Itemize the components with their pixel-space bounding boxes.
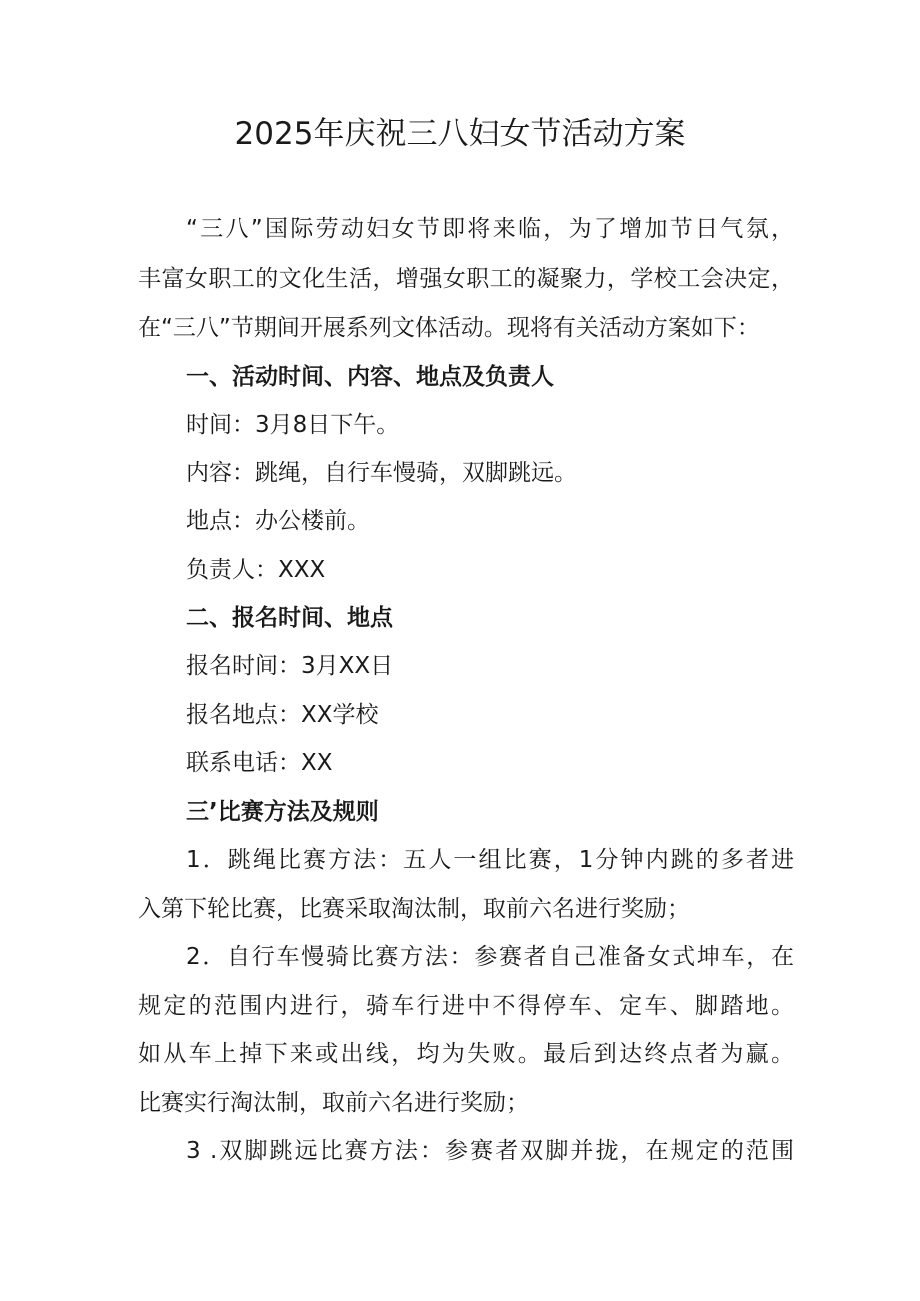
rule1-line-1: 1．跳绳比赛方法：五人一组比赛，1分钟内跳的多者进 xyxy=(186,847,794,873)
section1-place: 地点：办公楼前。 xyxy=(186,508,370,534)
intro-line-2: 丰富女职工的文化生活，增强女职工的凝聚力，学校工会决定， xyxy=(138,266,794,292)
section2-heading: 二、报名时间、地点 xyxy=(186,605,393,631)
rule2-line-1: 2．自行车慢骑比赛方法：参赛者自己准备女式坤车，在 xyxy=(186,944,794,970)
section1-heading: 一、活动时间、内容、地点及负责人 xyxy=(186,364,554,390)
section1-content: 内容：跳绳，自行车慢骑，双脚跳远。 xyxy=(186,460,577,486)
section1-owner: 负责人：XXX xyxy=(186,557,326,583)
section1-time: 时间：3月8日下午。 xyxy=(186,412,400,438)
section2-phone: 联系电话：XX xyxy=(186,750,333,776)
rule3-line-1: 3 .双脚跳远比赛方法：参赛者双脚并拢，在规定的范围 xyxy=(186,1138,794,1164)
section3-heading: 三’比赛方法及规则 xyxy=(186,799,379,825)
rule2-line-2: 规定的范围内进行，骑车行进中不得停车、定车、脚踏地。 xyxy=(138,993,794,1019)
intro-line-3: 在“三八”节期间开展系列文体活动。现将有关活动方案如下： xyxy=(138,315,760,341)
section2-time: 报名时间：3月XX日 xyxy=(186,653,394,679)
rule2-line-3: 如从车上掉下来或出线，均为失败。最后到达终点者为赢。 xyxy=(138,1041,794,1067)
rule1-line-2: 入第下轮比赛，比赛采取淘汰制，取前六名进行奖励； xyxy=(138,896,690,922)
section2-place: 报名地点：XX学校 xyxy=(186,702,379,728)
intro-line-1: “三八”国际劳动妇女节即将来临，为了增加节日气氛， xyxy=(186,216,794,242)
document-title: 2025年庆祝三八妇女节活动方案 xyxy=(234,116,686,152)
rule2-line-4: 比赛实行淘汰制，取前六名进行奖励； xyxy=(138,1090,529,1116)
